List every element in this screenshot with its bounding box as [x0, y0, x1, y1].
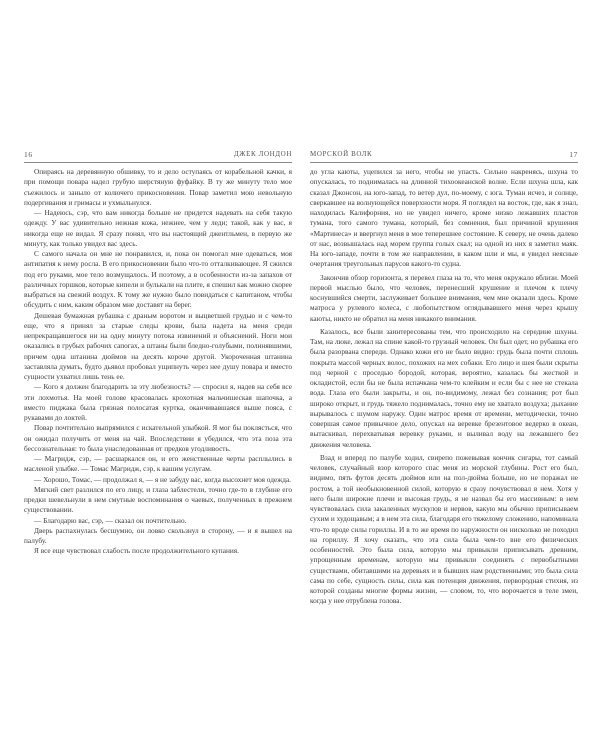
page-number-left: 16	[24, 150, 33, 159]
paragraph: С самого начала он мне не понравился, и, пока он помогал мне одеваться, моя антипатия к нему росла. В его прикосновении было что-то отталкивающее. Я сжился под его руками, мое тело возмущалось. И поэтому, а в особенности из-за запахов от различных горшков, которые кипели и булькали на плите, я спешил как можно скорее выбраться на свежий воздух. К тому же нужно было повидаться с капитаном, чтобы обсудить с ним, каким образом мне доставят на берег.	[24, 249, 292, 310]
paragraph: Повар почтительно выпрямился с искательной улыбкой. Я мог бы поклясться, что он ожидал получить от меня на чай. Впоследствии я убедился, что эта поза эта бессознательная: то была унаследованная от предков угодливость.	[24, 423, 292, 453]
left-page-header	[24, 150, 292, 163]
paragraph: — Кого я должен благодарить за эту любезность? — спросил я, надев на себя все эти лохмотья. На моей голове красовалась крохотная мальчишеская шапочка, а вместо пиджака была грязная полосатая куртка, оканчивавшаяся выше пояса, с рукавами до локтей.	[24, 382, 292, 422]
paragraph: Казалось, все были заинтересованы тем, что происходило на середине шхуны. Там, на люке, лежал на спине какой-то грузный человек. Он был одет, но рубашка его была разорвана спереди. Однако кожи его не было видно: грудь была почти сплошь покрыта массой черных волос, похожих на мех собаки. Его лицо и шея были скрыты под черной с проседью бородой, которая, вероятно, казалась бы жесткой и окладистой, если бы не была испачкана чем-то клейким и если бы с нее не стекала вода. Глаза его были закрыты, и он, по-видимому, лежал без сознания; рот был широко открыт, и грудь тяжело поднималась, точно ему не хватало воздуха; дыхание вырывалось с шумом наружу. Один матрос время от времени, методически, точно совершая самое привычное дело, опускал на веревке брезентовое ведерко в океан, вытаскивал, перехватывая веревку руками, и выливал воду на лежавшего без движения человека.	[310, 326, 578, 449]
left-page	[24, 150, 292, 557]
paragraph: Дверь распахнулась бесшумно, он ловко скользнул в сторону, — и я вышел на палубу.	[24, 525, 292, 545]
running-head-right: МОРСКОЙ ВОЛК	[310, 150, 373, 158]
right-page	[310, 150, 578, 607]
paragraph: Опираясь на деревянную обшивку, то и дело оступаясь от корабельной качки, я при помощи повара надел грубую шерстяную фуфайку. В ту же минуту тело мое съежилось и заныло от колючего прикосновения. Повар заметил мою невольную подергивания и гримасы и ухмыльнулся.	[24, 167, 292, 207]
paragraph: до угла каюты, уцепился за него, чтобы не упасть. Сильно накренясь, шхуна то опускалась, то поднималась на длинной тихоокеанской волне. Если шхуна шла, как сказал Джонсон, на юго-запад, то ветер дул, по-моему, с юга. Туман исчез, и солнце, сверкавшее на волнующейся поверхности моря. Я поглядел на восток, где, как я знал, находилась Калифорния, но не увидел ничего, кроме низко лежавших пластов тумана, того самого тумана, который, без сомнения, был причиной крушения «Мартинеса» и ввергнул меня в мое теперешнее состояние. К северу, не очень далеко от нас, возвышалась над морем группа голых скал; на одной из них я заметил маяк. На юго-западе, почти в том же направлении, в каком шли и мы, я увидел неясные очертания треугольных парусов какого-то судна.	[310, 167, 578, 269]
paragraph: — Магридж, сэр, — расшаркался он, и его женственные черты расплылись в масленой улыбке. — Томас Магридж, сэр, к вашим услугам.	[24, 454, 292, 474]
left-page-text	[24, 167, 292, 557]
paragraph: Я все еще чувствовал слабость после продолжительного купания.	[34, 546, 239, 556]
paragraph: — Надеюсь, сэр, что вам никогда больше не придется надевать на себя такую одежду. У вас удивительно нежная кожа, нежнее, чем у леди; такой, как у вас, я никогда еще не видал. Я сразу понял, что вы настоящий джентльмен, в первую же минуту, как только увидел вас здесь.	[24, 208, 292, 248]
right-page-text	[310, 167, 578, 607]
paragraph: Мягкий свет разлился по его лицу, и глаза заблестели, точно где-то в глубине его предки шевельнули в нем смутные воспоминания о чаевых, полученных в прежнем существовании.	[24, 484, 292, 515]
right-page-header	[310, 150, 578, 163]
paragraph: Закончив обзор горизонта, я перевел глаза на то, что меня окружало вблизи. Моей первой мыслью было, что человек, перенесший крушение и плечом к плечу коснувшийся смерти, заслуживает большее внимания, чем мне оказали здесь. Кроме матроса у рулевого колеса, с любопытством оглядывавшего меня через крышу каюты, никто не обратил на меня никакого внимания.	[310, 272, 578, 323]
paragraph: Взад и вперед по палубе ходил, свирепо пожевывая кончик сигары, тот самый человек, случайный взор которого спас меня из морской глубины. Рост его был, видимо, пять футов десять дюймов или на пол-дюйма больше, но не поражал не ростом, а той необыкновенной силой, которую я сразу почувствовал в нем. Хотя у него были широкие плечи и высокая грудь, я не назвал бы его массивным: в нем чувствовалась сила закаленных мускулов и нервов, какую мы обычно приписываем сухим и худощавым; а в нем эта сила, благодаря его тяжелому сложению, напоминала что-то вроде силы гориллы. И в то же время по наружности он нисколько не походил на гориллу. Я хочу сказать, что эта сила была чем-то вне его физических особенностей. Это была сила, которую мы привыкли приписывать древним, упрощенным временам, которую мы привыкли соединять с первобытными существами, обитавшими на деревьях и в бывших нам родственными; это была сила сама по себе, сущность силы, сила как потенция движения, первородная стихия, из которой созданы многие формы жизни, — словом, то, что ворочается в теле змеи, когда у нее отрублена голова.	[310, 452, 578, 606]
running-head-left: ДЖЕК ЛОНДОН	[233, 150, 292, 158]
paragraph: Дешевая бумажная рубашка с драным воротом и выцветшей грудью и с чем-то еще, что я принял за старые следы крови, была надета на меня среди непрекращавшегося ни на одну минуту потока извинений и объяснений. Ноги мои оказались в грубых рабочих сапогах, а штаны были бледно-голубыми, полинявшими, причем одна штанина дюймов на десять короче другой. Укороченная штанина заставляла думать, будто дьявол пробовал ущипнуть через нее душу повара и вместо сущности ухватил лишь тень ее.	[24, 310, 292, 381]
paragraph: — Благодарю вас, сэр, — сказал он почтительно.	[34, 515, 187, 525]
paragraph: — Хорошо, Томас, — продолжал я, — я не забуду вас, когда высохнет моя одежда.	[34, 474, 292, 484]
page-number-right: 17	[569, 150, 578, 159]
